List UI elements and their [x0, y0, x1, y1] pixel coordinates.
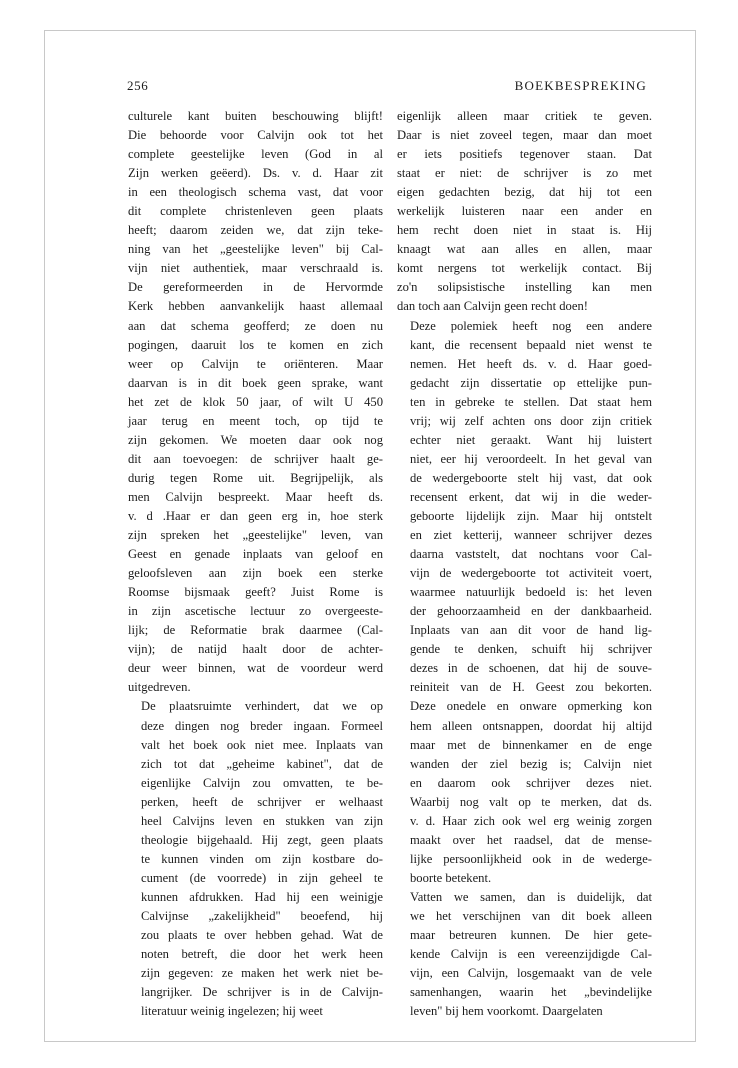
text-line: en daarom ook schrijver dezes niet.: [410, 775, 652, 790]
text-line: De gereformeerden in de Hervormde: [128, 280, 383, 295]
text-line: men Calvijn bespreekt. Maar heeft ds.: [128, 489, 383, 504]
text-line: Zijn werken geëerd). Ds. v. d. Haar zit: [128, 166, 383, 181]
text-line: geboorte lijdelijk zijn. Maar hij ontstelt: [410, 508, 652, 523]
text-line: cument (de voorrede) in zijn geheel te: [141, 870, 383, 885]
text-line: literatuur weinig ingelezen; hij weet: [141, 1004, 323, 1019]
text-line: Calvijnse „zakelijkheid" beoefend, hij: [141, 908, 383, 923]
text-line: eigenlijke Calvijn zou omvatten, te be-: [141, 775, 383, 790]
text-line: gedacht zijn dissertatie op ettelijke pun-: [410, 375, 652, 390]
text-line: reiniteit van de H. Geest zou bekorten.: [410, 680, 652, 695]
text-line: vijn niet authentiek, maar verschraald is.: [128, 261, 383, 276]
text-line: theologie bijgehaald. Hij zegt, geen plaats: [141, 832, 383, 847]
text-line: lijk; de Reformatie brak daarmee (Cal-: [128, 623, 383, 638]
text-line: nemen. Het heeft ds. v. d. Haar goed-: [410, 356, 652, 371]
text-line: echter niet geraakt. Want hij luistert: [410, 432, 652, 447]
text-line: te kunnen vinden om zijn kostbare do-: [141, 851, 383, 866]
text-line: kant, die recensent bepaald niet wenst te: [410, 337, 652, 352]
text-line: Geest en genade inplaats van geloof en: [128, 547, 383, 562]
text-line: noten betreft, die door het werk heen: [141, 947, 383, 962]
text-line: boorte betekent.: [410, 870, 492, 885]
text-line: eigenlijk alleen maar critiek te geven.: [397, 109, 652, 123]
text-line: deur weer binnen, wat de voordeur werd: [128, 661, 383, 676]
text-line: lijke persoonlijkheid ook in de wederge-: [410, 851, 652, 866]
text-line: zijn spreken het „geestelijke" leven, van: [128, 528, 383, 543]
text-line: kunnen afdrukken. Had hij een weinigje: [141, 889, 383, 904]
text-line: culturele kant buiten beschouwing blijft!: [128, 109, 383, 123]
text-line: de wedergeboorte stelt hij vast, dat ook: [410, 470, 652, 485]
text-line: er iets positiefs tegenover staan. Dat: [397, 147, 652, 162]
text-line: samenhangen, waarin het „bevindelijke: [410, 985, 652, 1000]
text-line: werkelijk luisteren naar een ander en: [397, 204, 652, 219]
page-number: 256: [127, 78, 149, 93]
text-line: deze dingen nog breder ingaan. Formeel: [141, 718, 383, 733]
text-line: Kerk hebben aanvankelijk haast allemaal: [128, 299, 383, 314]
text-line: Waarbij nog valt op te merken, dat ds.: [410, 794, 652, 809]
text-line: uitgedreven.: [128, 680, 191, 695]
paragraph: [397, 107, 652, 317]
text-line: geloofsleven aan zijn boek een sterke: [128, 566, 383, 581]
text-line: vijn de wedergeboorte tot activiteit voert,: [410, 566, 652, 581]
text-line: kende Calvijn is een vereenzijdigde Cal-: [410, 947, 652, 962]
text-line: in een theologisch schema vast, dat voor: [128, 185, 383, 200]
text-line: dit complete christenleven geen plaats: [128, 204, 383, 219]
text-line: knaagt wat aan alles en allen, maar: [397, 242, 652, 257]
text-line: vijn, een Calvijn, losgemaakt van de vele: [410, 966, 652, 981]
text-line: dan toch aan Calvijn geen recht doen!: [397, 299, 588, 314]
text-line: Deze polemiek heeft nog een andere: [410, 318, 652, 333]
text-line: recensent erkent, dat wij in die weder-: [410, 489, 652, 504]
text-line: hem alleen ontsnappen, doordat hij altijd: [410, 718, 652, 733]
text-line: we het verschijnen van dit boek alleen: [410, 908, 652, 923]
text-line: wanden der ziel bezig is; Calvijn niet: [410, 756, 652, 771]
text-line: en ziet ketterij, wanneer schrijver dezes: [410, 528, 652, 543]
text-line: valt het boek ook niet mee. Inplaats van: [141, 737, 383, 752]
text-line: niet, eer hij veroordeelt. In het geval van: [410, 451, 652, 466]
text-line: dit aan toevoegen: de schrijver haalt ge-: [128, 451, 383, 466]
text-line: het zet de klok 50 jaar, of wilt U 450: [128, 394, 383, 409]
text-line: zijn gekomen. We moeten daar ook nog: [128, 432, 383, 447]
text-line: dezes in de schoenen, dat hij de souve-: [410, 661, 652, 676]
text-line: langrijker. De schrijver is in de Calvijn-: [141, 985, 383, 1000]
text-line: heel Calvijns leven en stukken van zijn: [141, 813, 383, 828]
text-line: pogingen, daaruit los te komen en zich: [128, 337, 383, 352]
right-column: [397, 107, 652, 1021]
text-line: Roomse bijsmaak geeft? Juist Rome is: [128, 585, 383, 600]
text-line: leven" bij hem voorkomt. Daargelaten: [410, 1004, 603, 1019]
text-line: eigen gedachten bezig, dat hij tot een: [397, 185, 652, 200]
left-column: [128, 107, 383, 1021]
text-line: complete geestelijke leven (God in al: [128, 147, 383, 162]
text-line: hem recht doen niet in staat is. Hij: [397, 223, 652, 238]
text-line: Deze onedele en onware opmerking kon: [410, 699, 652, 714]
text-line: vijn); de natijd haalt door de achter-: [128, 642, 383, 657]
text-line: maakt over het raadsel, dat de mense-: [410, 832, 652, 847]
text-line: perken, heeft de schrijver er welhaast: [141, 794, 383, 809]
text-line: aan dat schema geofferd; ze doen nu: [128, 318, 383, 333]
text-line: der gehoorzaamheid en der dankbaarheid.: [410, 604, 652, 619]
text-line: zich tot dat „geheime kabinet", dat de: [141, 756, 383, 771]
text-line: durig tegen Rome uit. Begrijpelijk, als: [128, 470, 383, 485]
text-line: ten in gebreke te stellen. Dat staat hem: [410, 394, 652, 409]
text-line: gende te denken, schuift hij schrijver: [410, 642, 652, 657]
text-line: daarvan is in dit boek geen sprake, want: [128, 375, 383, 390]
text-line: Vatten we samen, dan is duidelijk, dat: [410, 889, 652, 904]
text-line: zou plaats te over hebben gehad. Wat de: [141, 928, 383, 943]
text-line: weer op Calvijn te oriënteren. Maar: [128, 356, 383, 371]
text-line: zijn gegeven: ze maken het werk niet be-: [141, 966, 383, 981]
text-line: v. d. Haar zich ook wel erg weinig zorgen: [410, 813, 652, 828]
text-line: Inplaats van aan dit voor de hand lig-: [410, 623, 652, 638]
text-line: komt nergens tot werkelijk contact. Bij: [397, 261, 652, 276]
text-line: heeft; daarom zeiden we, dat zijn teke-: [128, 223, 383, 238]
text-line: De plaatsruimte verhindert, dat we op: [141, 699, 383, 714]
text-line: maar betreuren kunnen. De hier gete-: [410, 928, 652, 943]
paragraph: [128, 107, 383, 697]
running-title: BOEKBESPREKING: [514, 78, 647, 93]
running-header: [127, 78, 647, 96]
paragraph: [128, 697, 383, 1021]
text-line: Daar is niet zoveel tegen, maar dan moet: [397, 128, 652, 143]
text-line: ning van het „geestelijke leven" bij Cal-: [128, 242, 383, 257]
text-line: zo'n solipsistische instelling kan men: [397, 280, 652, 295]
text-line: v. d .Haar er dan geen erg in, hoe sterk: [128, 508, 383, 523]
text-line: jaar terug en meent toch, op tijd te: [128, 413, 383, 428]
text-line: in zijn ascetische lectuur zo overgeeste-: [128, 604, 383, 619]
text-line: Die behoorde voor Calvijn ook tot het: [128, 128, 383, 143]
text-line: staat er niet: de schrijver is zo met: [397, 166, 652, 181]
text-line: vrij; wij zelf achten ons door zijn critiek: [410, 413, 652, 428]
text-line: maar met de binnenkamer en de enge: [410, 737, 652, 752]
text-line: waarmee natuurlijk bedoeld is: het leven: [410, 585, 652, 600]
text-line: daarna vaststelt, dat nochtans voor Cal-: [410, 547, 652, 562]
paragraph: [397, 888, 652, 1021]
paragraph: [397, 317, 652, 888]
